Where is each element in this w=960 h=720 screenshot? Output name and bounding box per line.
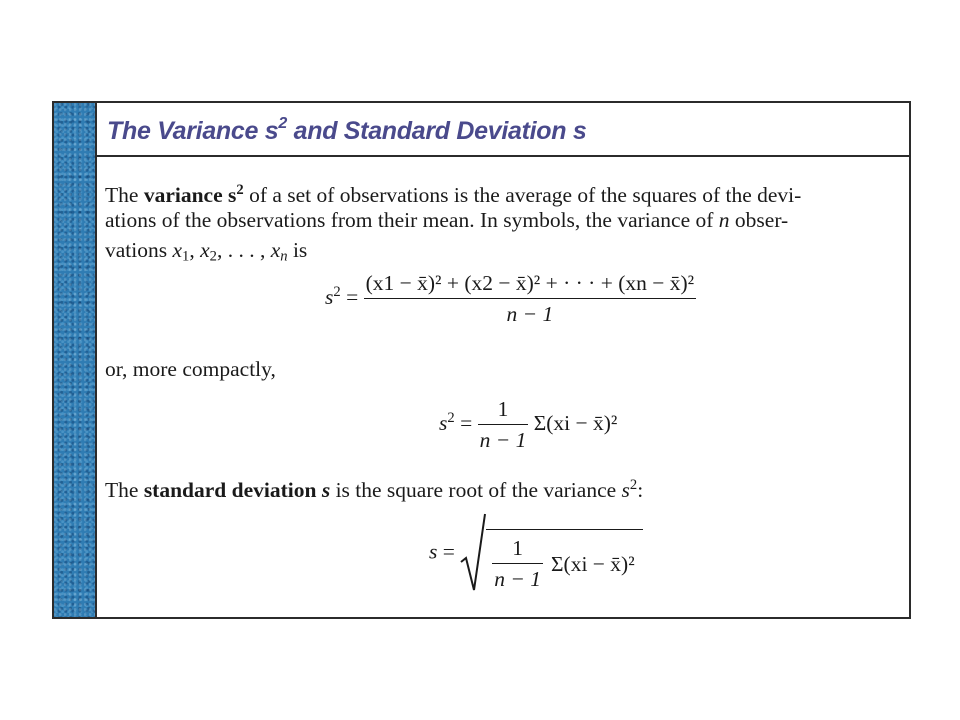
fraction-denominator: n − 1 [364,298,697,327]
compact-numerator: 1 [497,397,509,421]
box-title: The Variance $s^2$ and Standard Deviation s [107,115,587,145]
variance-fraction-expanded [364,271,697,327]
sd-sum-expression: Σ(xi − x̄)² [551,551,635,576]
sd-numerator: 1 [512,536,524,560]
radicand [486,529,642,592]
variance-formula-expanded: $s^2$ = $\frac{\text{(x1 − x̄)² + (x2 − x̄)² + · · · + (xn − x̄)²}}{n - 1}$ [325,271,695,326]
radical-sign-icon [460,512,486,592]
sd-denominator: n − 1 [492,563,543,592]
paragraph-standard-deviation: The standard deviation s is the square root of the variance $s^2$: [105,477,644,503]
variance-formula-compact: $s^2$ = $\frac{1}{n - 1}$ Σ(xi − x̄)² [439,397,618,452]
standard-deviation-formula: s = $\frac{1}{n - 1}$ Σ(xi − x̄)² [429,512,643,592]
paragraph-line-1: The variance $s^2$ of a set of observations is the average of the squares of the devi- [105,182,802,208]
title-bar [97,103,909,157]
sum-expression: Σ(xi − x̄)² [533,410,618,435]
compact-denominator: n − 1 [478,424,529,453]
paragraph-compactly: or, more compactly, [105,357,276,381]
paragraph-line-3: vations $x_1$, $x_2$, . . . , $x_n$ is [105,238,308,265]
decorative-side-stripe [54,103,97,617]
box-content [97,157,909,617]
definition-box [52,101,911,619]
compact-fraction [478,397,529,453]
fraction-numerator: (x1 − x̄)² + (x2 − x̄)² + · · · + (xn − x̄)² [365,271,695,295]
square-root [460,512,642,592]
sd-fraction [492,536,543,592]
paragraph-line-2: ations of the observations from their mean. In symbols, the variance of n obser- [105,208,789,232]
